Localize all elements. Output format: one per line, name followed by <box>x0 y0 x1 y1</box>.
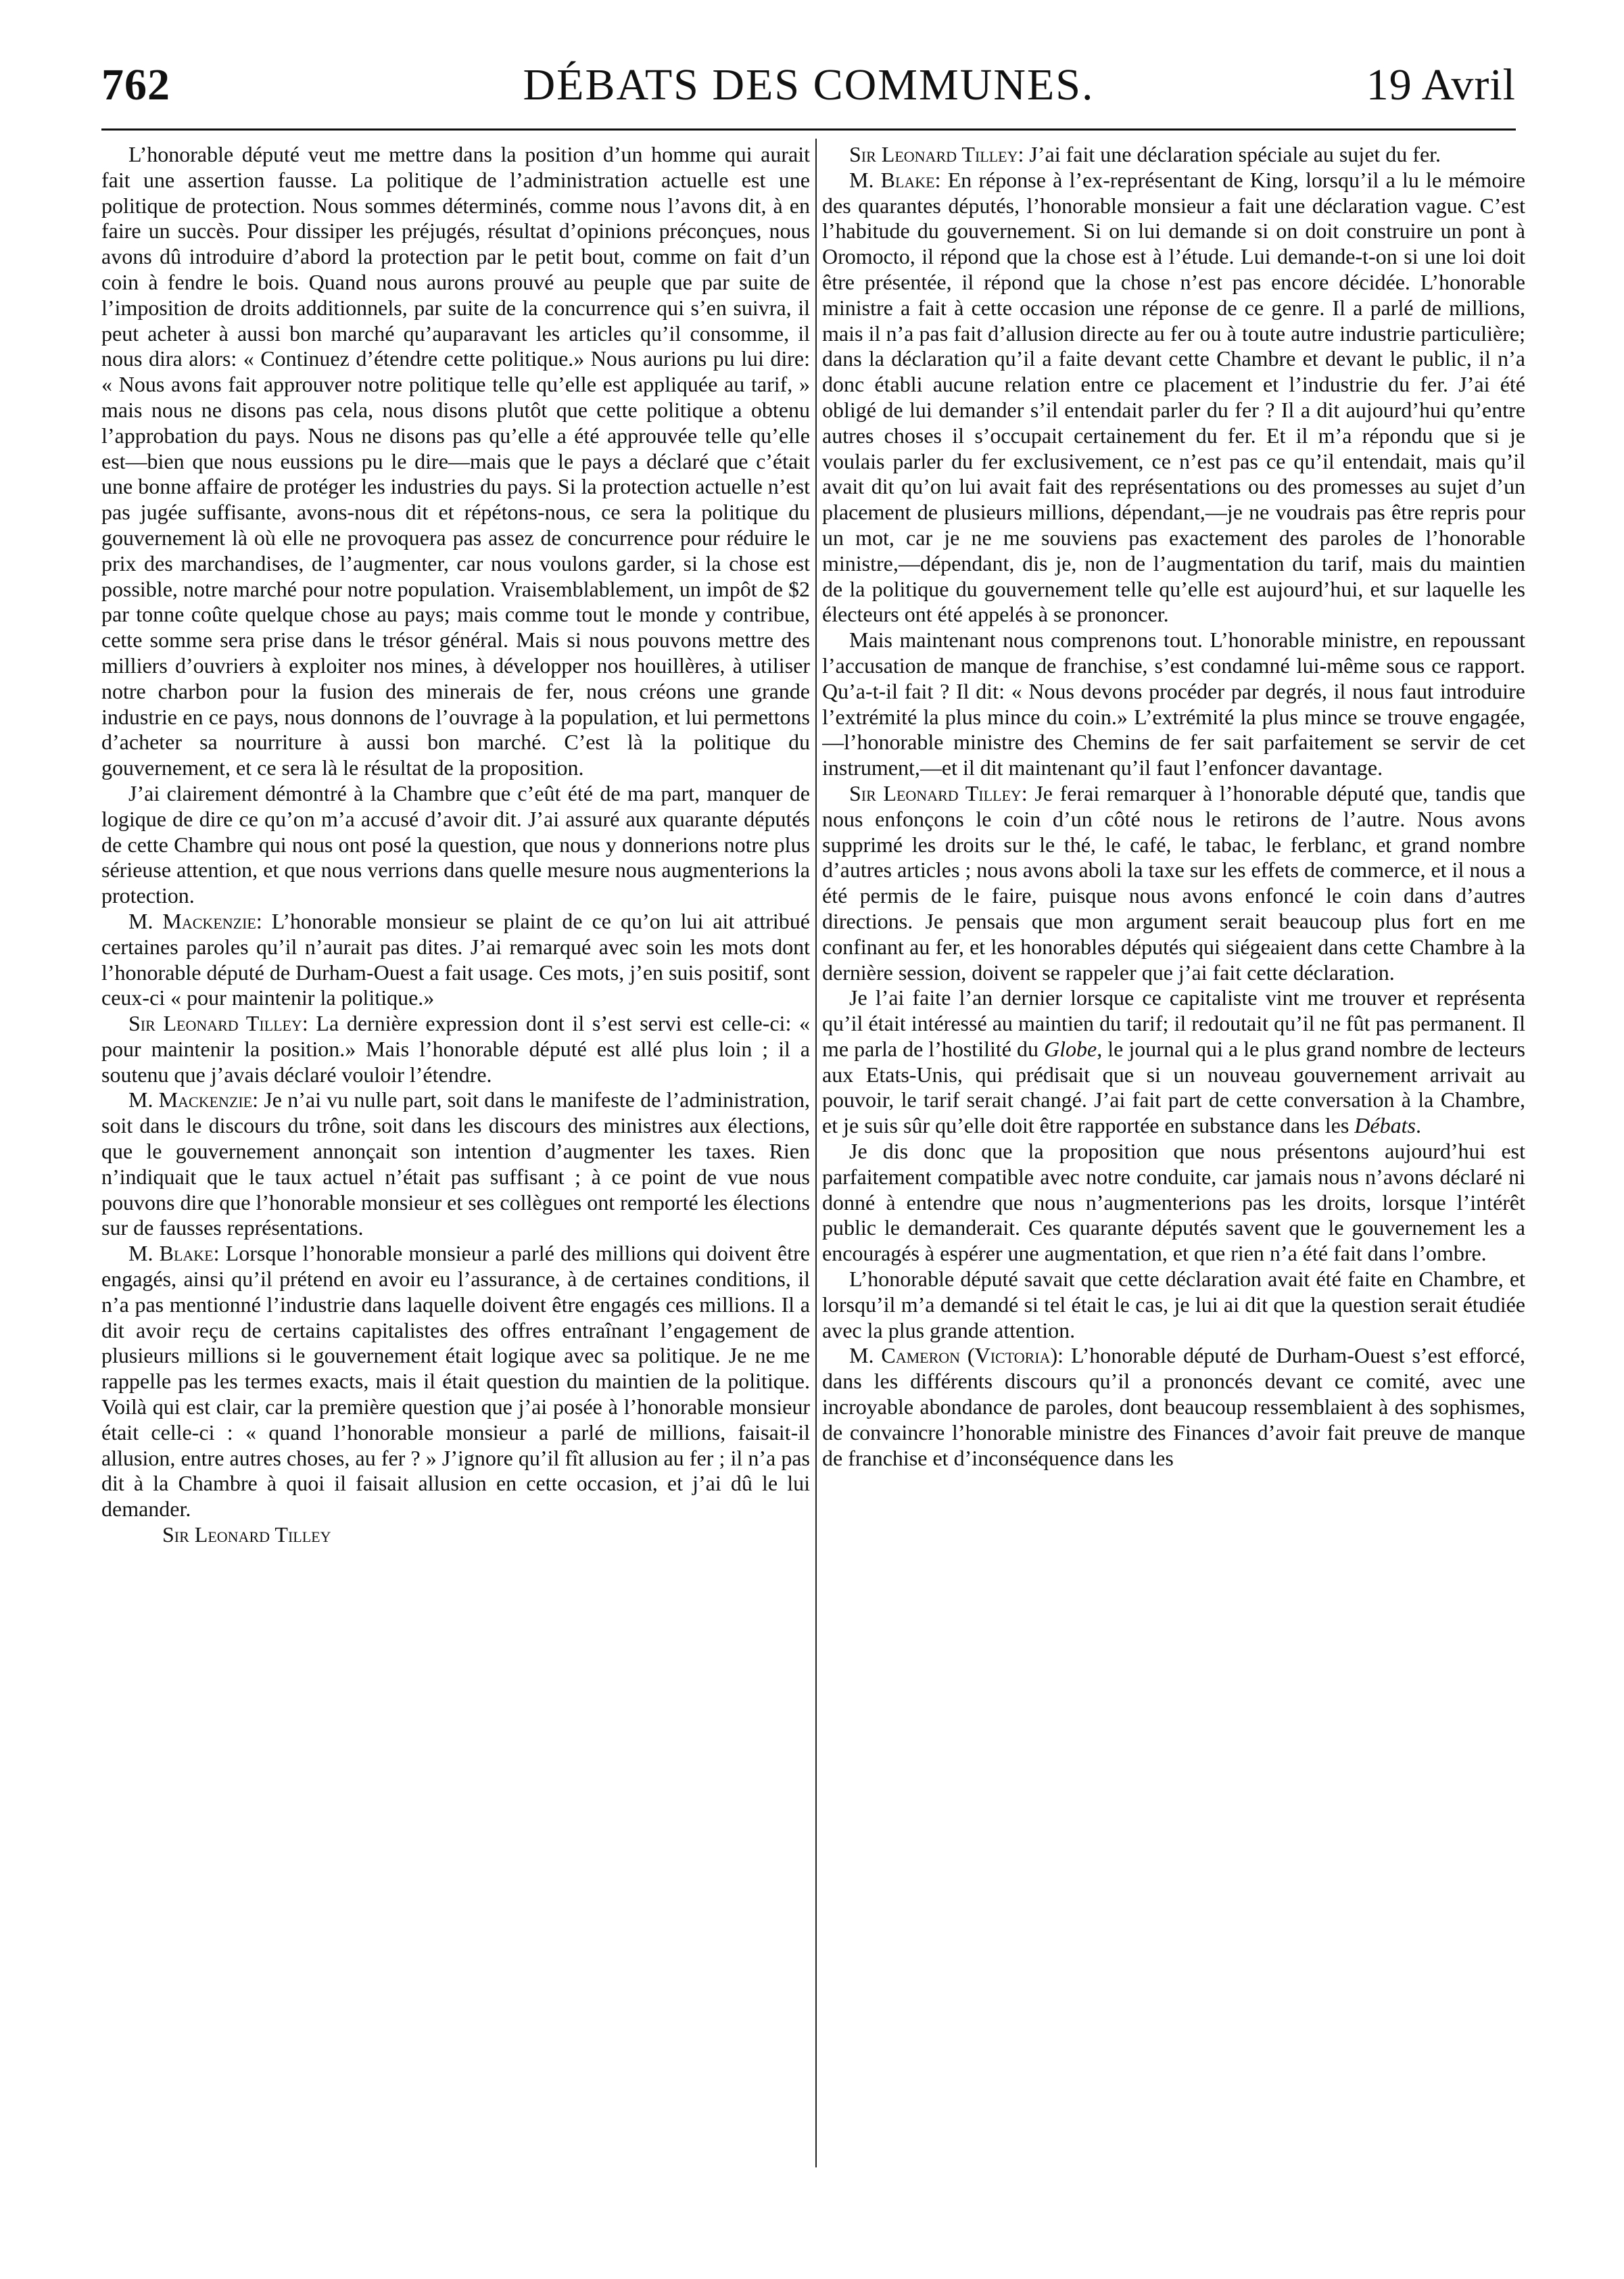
speaker-name: M. Blake: <box>849 167 941 192</box>
speech <box>822 781 1525 985</box>
speaker-name: M. Blake: <box>128 1241 220 1266</box>
column-divider <box>815 139 817 2167</box>
speaker-name: M. Mackenzie: <box>128 908 262 933</box>
speaker-name: Sir Leonard Tilley: <box>849 780 1028 805</box>
speech-text: L’honorable monsieur se plaint de ce qu’on lui ait attribué certaines paroles qu’il n’aurait pas dites. J’ai remarqué avec soin les mots dont l’honorable député de Durham-Ouest a fait usage. Ces mots, j’en suis positif, sont ceux-ci « pour maintenir la politique.» <box>101 908 810 1010</box>
paragraph-text: L’honorable député veut me mettre dans la position d’un homme qui aurait fait une assertion fausse. La politique de l’administration actuelle est une politique de protection. Nous sommes déterminés, comme nous l’avons dit, à en faire un succès. Pour dissiper les préjugés, résultat d’opinions préconçues, nous avons dû introduire d’abord la protection par le petit bout, comme on fait d’un coin à fendre le bois. Quand nous aurons prouvé au peuple que par suite de l’imposition de droits additionnels, par suite de la concurrence qui s’en suivra, il peut acheter à aussi bon marché qu’auparavant les articles qu’il consomme, il nous dira alors: « Continuez d’étendre cette politique.» Nous aurions pu lui dire: « Nous avons fait approuver notre politique telle qu’elle est appliquée au tarif, » mais nous ne disons pas cela, nous disons plutôt que cette politique a obtenu l’approbation du pays. Nous ne disons pas qu’elle a été approuvée telle qu’elle est—bien que nous eussions pu le dire—mais que le pays a déclaré que c’était une bonne affaire de protéger les industries du pays. Si la protection actuelle n’est pas jugée suffisante, avons-nous dit et répétons-nous, ce sera la politique du gouvernement là où elle ne provoquera pas assez de concurrence pour réduire le prix des marchandises, de l’augmenter, car nous voulons garder, si la chose est possible, notre marché pour notre population. Vraisemblablement, un impôt de $2 par tonne coûte quelque chose au pays; mais comme tout le monde y contribue, cette somme sera prise dans le trésor général. Mais si nous pouvons mettre des milliers d’ouvriers à exploiter nos mines, à développer nos houillères, à utiliser notre charbon pour la fusion des minerais de fer, nous créons une grande industrie en ce pays, nous donnons de l’ouvrage à la population, et lui permettons d’acheter sa nourriture à aussi bon marché. C’est là la politique du gouvernement, et ce sera là le résultat de la proposition. <box>101 142 810 780</box>
paragraph-text: . <box>1415 1113 1421 1138</box>
paragraph <box>822 985 1525 1139</box>
header-rule <box>101 128 1516 131</box>
speech-text: En réponse à l’ex-représentant de King, lorsqu’il a lu le mémoire des quarantes députés, l’honorable monsieur a fait une déclaration vague. C’est l’habitude du gouvernement. Si on lui demande si on doit construire un pont à Oromocto, il répond que la chose est à l’étude. Lui demande-t-on si une loi doit être présentée, il répond que la chose n’est pas encore décidée. L’honorable ministre a fait à cette occasion une réponse de ce genre. Il a parlé de millions, mais il n’a pas fait d’allusion directe au fer ou à toute autre industrie particulière; dans la déclaration qu’il a faite devant cette Chambre et devant le public, il n’a donc établi aucune relation entre ce placement et l’industrie du fer. J’ai été obligé de lui demander s’il entendait parler du fer ? Il a dit aujourd’hui qu’entre autres choses il s’occupait certainement du fer. Et il m’a répondu que si je voulais parler du fer exclusivement, ce n’est pas ce qu’il entendait, mais qu’il avait dit qu’on lui avait fait des représentations ou des promesses au sujet d’un placement de plusieurs millions, dépendant,—je ne voudrais pas être repris pour un mot, car je ne me souviens pas exactement des paroles de l’honorable ministre,—dépendant, dis je, non de l’augmentation du tarif, mais du maintien de la politique du gouvernement telle qu’elle est aujourd’hui, et sur laquelle les électeurs ont été appelés à se prononcer. <box>822 167 1525 627</box>
paragraph-text: Je dis donc que la proposition que nous présentons aujourd’hui est parfaitement compatible avec notre conduite, car jamais nous n’avons déclaré ni donné à entendre que nous n’augmenterions pas les droits, lorsque l’intérêt public le demanderait. Ces quarante députés savent que le gouvernement les a encouragés à espérer une augmentation, et que rien n’a été fait dans l’ombre. <box>822 1139 1525 1266</box>
speech-text: La dernière expression dont il s’est servi est celle-ci: « pour maintenir la position.» Mais l’honorable député est allé plus loin ; il a soutenu que j’avais déclaré vouloir l’étendre. <box>101 1011 810 1087</box>
paragraph <box>822 1139 1525 1267</box>
newspaper-name: Globe <box>1044 1036 1097 1061</box>
speech <box>101 909 810 1011</box>
paragraph-text: Je l’ai faite l’an dernier lorsque ce capitaliste vint me trouver et représenta qu’il était intéressé au maintien du tarif; il redoutait qu’il ne fût pas permanent. Il me parla de l’hostilité du <box>822 985 1525 1061</box>
speech <box>101 1087 810 1241</box>
speaker-name: M. Mackenzie: <box>128 1087 259 1112</box>
paragraph <box>822 628 1525 781</box>
speaker-name: M. Cameron (Victoria): <box>849 1343 1064 1368</box>
speech <box>101 1011 810 1087</box>
speaker-cue: Sir Leonard Tilley <box>162 1522 331 1547</box>
publication-title: DÉBATS DES COMMUNES. <box>523 60 1095 110</box>
speech <box>101 1241 810 1522</box>
speech-text: Lorsque l’honorable monsieur a parlé des millions qui doivent être engagés, ainsi qu’il prétend en avoir eu l’assurance, à de certaines conditions, il n’a pas mentionné l’industrie dans laquelle doivent être engagés ces millions. Il a dit avoir reçu de certains capitalistes des offres entraînant l’engagement de plusieurs millions si le gouvernement était logique avec sa politique. Je ne me rappelle pas les termes exacts, mais il était question du maintien de la politique. Voilà qui est clair, car la première question que j’ai posée à l’honorable monsieur était celle-ci : « quand l’honorable monsieur a parlé de millions, faisait-il allusion, entre autres choses, au fer ? » J’ignore qu’il fît allusion au fer ; il n’a pas dit à la Chambre à quoi il faisait allusion en cette occasion, et j’ai dû le lui demander. <box>101 1241 810 1522</box>
page-date: 19 Avril <box>1366 60 1516 110</box>
paragraph <box>101 781 810 909</box>
paragraph-text: J’ai clairement démontré à la Chambre que c’eût été de ma part, manquer de logique de dire ce qu’on m’a accusé d’avoir dit. J’ai assuré aux quarante députés de cette Chambre qui nous ont posé la question, que nous y donnerions notre plus sérieuse attention, et que nous verrions dans quelle mesure nous augmenterions la protection. <box>101 780 810 908</box>
paragraph <box>822 1267 1525 1343</box>
paragraph-text: , le journal qui a le plus grand nombre de lecteurs aux Etats-Unis, qui prédisait que si un nouveau gouvernement arrivait au pouvoir, le tarif serait changé. J’ai fait part de cette conversation à la Chambre, et je suis sûr qu’elle doit être rapportée en substance dans les <box>822 1036 1525 1138</box>
speech-text: J’ai fait une déclaration spéciale au sujet du fer. <box>1029 142 1441 166</box>
speech <box>822 142 1525 168</box>
right-column <box>822 142 1525 2171</box>
speech-text: Je ferai remarquer à l’honorable député que, tandis que nous enfonçons le coin d’un côté nous le retirons de l’autre. Nous avons supprimé les droits sur le thé, le café, le tabac, le ferblanc, et grand nombre d’autres articles ; nous avons aboli la taxe sur les effets de commerce, et il nous a été permis de le faire, puisque nous avons enfoncé le coin dans d’autres directions. Je pensais que mon argument serait beaucoup plus fort en me confinant au fer, et les honorables députés qui siégeaient dans cette Chambre à la dernière session, doivent se rappeler que j’ai fait cette déclaration. <box>822 780 1525 985</box>
speech <box>822 168 1525 628</box>
paragraph-text: Mais maintenant nous comprenons tout. L’honorable ministre, en repoussant l’accusation de manque de franchise, s’est condamné lui-même sous ce rapport. Qu’a-t-il fait ? Il dit: « Nous devons procéder par degrés, il nous faut introduire l’extrémité la plus mince du coin.» L’extrémité la plus mince se trouve engagée,—l’honorable ministre des Chemins de fer sait parfaitement se servir de cet instrument,—et il dit maintenant qu’il faut l’enfoncer davantage. <box>822 628 1525 780</box>
paragraph-text: L’honorable député savait que cette déclaration avait été faite en Chambre, et lorsqu’il m’a demandé si tel était le cas, je lui ai dit que la question serait étudiée avec la plus grande attention. <box>822 1267 1525 1342</box>
paragraph <box>101 142 810 781</box>
speaker-name: Sir Leonard Tilley: <box>128 1011 308 1036</box>
speech-text: Je n’ai vu nulle part, soit dans le manifeste de l’administration, soit dans le discours du trône, soit dans les discours des ministres aux élections, que le gouvernement annonçait son intention d’augmenter les taxes. Rien n’indiquait que le taux actuel n’était pas suffisant ; à ce point de vue nous pouvons dire que l’honorable monsieur et ses collègues ont remporté les élections sur de fausses représentations. <box>101 1087 810 1240</box>
left-column <box>101 142 810 2171</box>
page-number: 762 <box>101 60 170 110</box>
page-header <box>101 60 1516 122</box>
speech <box>822 1343 1525 1471</box>
speech-text: L’honorable député de Durham-Ouest s’est efforcé, dans les différents discours qu’il a prononcés devant ce comité, avec une incroyable abondance de paroles, dont beaucoup ressemblaient à des sophismes, de convaincre l’honorable ministre des Finances d’avoir fait preuve de manque de franchise et d’inconséquence dans les <box>822 1343 1525 1470</box>
speaker-name: Sir Leonard Tilley: <box>849 142 1024 166</box>
publication-name: Débats <box>1354 1113 1416 1138</box>
